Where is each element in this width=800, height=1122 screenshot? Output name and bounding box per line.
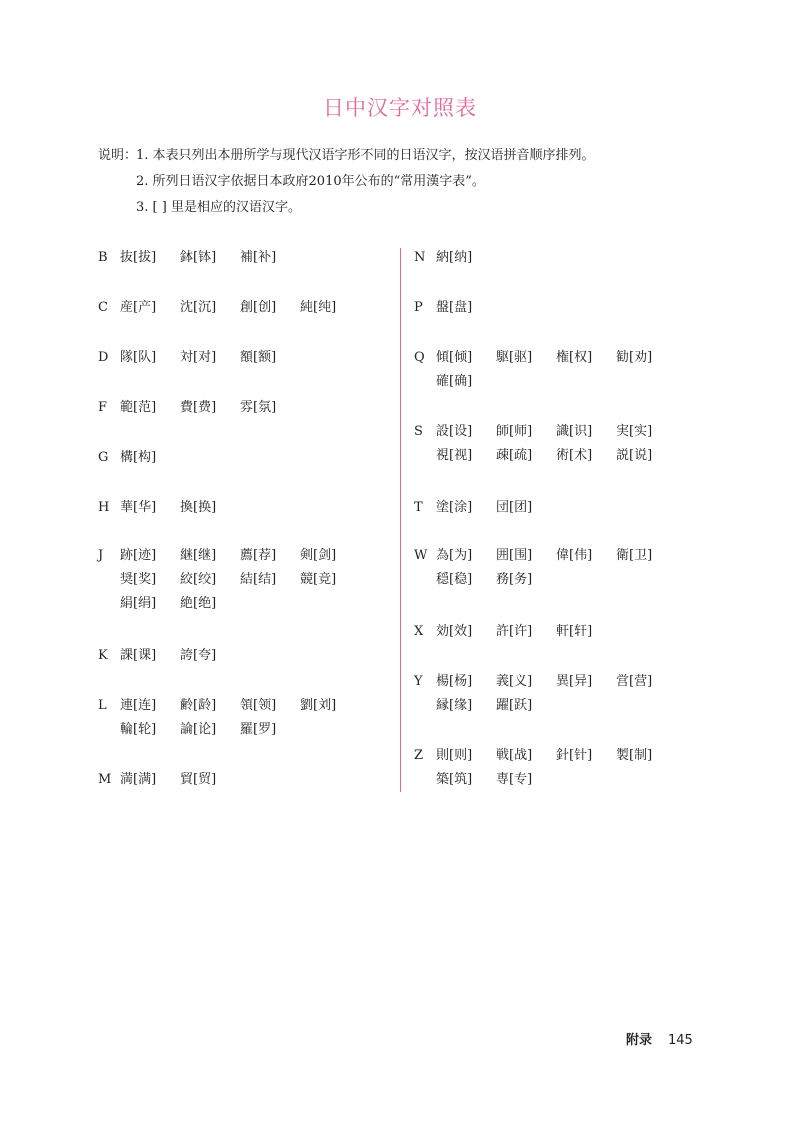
- group-row: [436, 672, 676, 696]
- kanji-pair: 義[义]: [496, 674, 533, 689]
- note-text-2: 2. 所列日语汉字依据日本政府2010年公布的“常用漢字表”。: [136, 174, 485, 189]
- page-number: 145: [668, 1033, 693, 1048]
- group-row: [120, 448, 180, 472]
- group-row: [120, 398, 300, 422]
- kanji-pair: 傾[倾]: [436, 350, 473, 365]
- group-row: [436, 248, 496, 272]
- kanji-pair: 貿[贸]: [180, 772, 217, 787]
- group-row: [120, 298, 360, 322]
- group-letter: Y: [414, 674, 423, 689]
- note-text-3: 3. [ ] 里是相应的汉语汉字。: [136, 200, 301, 215]
- kanji-pair: 絶[绝]: [180, 596, 217, 611]
- kanji-pair: 団[团]: [496, 500, 533, 515]
- kanji-pair: 継[继]: [180, 548, 217, 563]
- kanji-pair: 薦[荐]: [240, 548, 277, 563]
- kanji-pair: 専[专]: [496, 772, 533, 787]
- group-letter: L: [98, 698, 107, 713]
- kanji-pair: 額[额]: [240, 350, 277, 365]
- kanji-pair: 連[连]: [120, 698, 157, 713]
- notes: [98, 146, 595, 224]
- group-letter: K: [98, 648, 108, 663]
- kanji-pair: 羅[罗]: [240, 722, 277, 737]
- kanji-pair: 課[课]: [120, 648, 157, 663]
- kanji-pair: 抜[拔]: [120, 250, 157, 265]
- kanji-pair: 駆[驱]: [496, 350, 533, 365]
- note-line-3: [98, 198, 595, 224]
- kanji-pair: 絞[绞]: [180, 572, 217, 587]
- group-row: [436, 546, 676, 570]
- group-row: [120, 696, 360, 720]
- group-row: [436, 348, 676, 372]
- group-row: [120, 248, 300, 272]
- kanji-pair: 齢[龄]: [180, 698, 217, 713]
- kanji-pair: 華[华]: [120, 500, 157, 515]
- kanji-pair: 構[构]: [120, 450, 157, 465]
- kanji-pair: 衛[卫]: [616, 548, 653, 563]
- group-letter: T: [414, 500, 423, 515]
- kanji-pair: 師[师]: [496, 424, 533, 439]
- kanji-pair: 営[营]: [616, 674, 653, 689]
- group-letter: M: [98, 772, 112, 787]
- page-footer: [626, 1029, 693, 1048]
- group-letter: Q: [414, 350, 425, 365]
- group-letter: J: [98, 548, 104, 563]
- kanji-pair: 設[设]: [436, 424, 473, 439]
- kanji-pair: 疎[疏]: [496, 448, 533, 463]
- page-title: 日中汉字对照表: [323, 96, 477, 120]
- kanji-pair: 創[创]: [240, 300, 277, 315]
- kanji-pair: 塗[涂]: [436, 500, 473, 515]
- kanji-pair: 純[纯]: [300, 300, 337, 315]
- kanji-pair: 費[费]: [180, 400, 217, 415]
- kanji-pair: 説[说]: [616, 448, 653, 463]
- group-letter: N: [414, 250, 426, 265]
- kanji-pair: 輪[轮]: [120, 722, 157, 737]
- kanji-pair: 競[竞]: [300, 572, 337, 587]
- kanji-pair: 視[视]: [436, 448, 473, 463]
- group-row: [120, 570, 360, 594]
- group-letter: B: [98, 250, 108, 265]
- kanji-pair: 範[范]: [120, 400, 157, 415]
- kanji-pair: 産[产]: [120, 300, 157, 315]
- kanji-pair: 為[为]: [436, 548, 473, 563]
- kanji-pair: 囲[围]: [496, 548, 533, 563]
- kanji-pair: 軒[轩]: [556, 624, 593, 639]
- group-letter: S: [414, 424, 423, 439]
- kanji-pair: 針[针]: [556, 748, 593, 763]
- group-row: [436, 746, 676, 770]
- group-row: [120, 348, 300, 372]
- column-divider: [400, 248, 401, 792]
- kanji-pair: 製[制]: [616, 748, 653, 763]
- group-letter: W: [414, 548, 428, 563]
- kanji-pair: 満[满]: [120, 772, 157, 787]
- kanji-pair: 識[识]: [556, 424, 593, 439]
- kanji-pair: 補[补]: [240, 250, 277, 265]
- group-row: [436, 570, 556, 594]
- kanji-pair: 沈[沉]: [180, 300, 217, 315]
- group-letter: H: [98, 500, 110, 515]
- group-row: [436, 422, 676, 446]
- kanji-pair: 絹[绢]: [120, 596, 157, 611]
- group-row: [436, 372, 496, 396]
- note-line-2: [98, 172, 595, 198]
- group-letter: D: [98, 350, 109, 365]
- group-letter: X: [414, 624, 424, 639]
- kanji-pair: 対[对]: [180, 350, 217, 365]
- kanji-pair: 領[领]: [240, 698, 277, 713]
- group-row: [436, 770, 556, 794]
- kanji-pair: 納[纳]: [436, 250, 473, 265]
- kanji-pair: 務[务]: [496, 572, 533, 587]
- group-letter: Z: [414, 748, 424, 763]
- kanji-pair: 楊[杨]: [436, 674, 473, 689]
- kanji-pair: 奨[奖]: [120, 572, 157, 587]
- kanji-pair: 劉[刘]: [300, 698, 337, 713]
- group-row: [436, 498, 556, 522]
- kanji-pair: 確[确]: [436, 374, 473, 389]
- kanji-pair: 剣[剑]: [300, 548, 337, 563]
- group-letter: C: [98, 300, 108, 315]
- kanji-pair: 縁[缘]: [436, 698, 473, 713]
- notes-label: 说明：: [98, 148, 138, 163]
- kanji-pair: 跡[迹]: [120, 548, 157, 563]
- kanji-pair: 異[异]: [556, 674, 593, 689]
- note-text-1: 1. 本表只列出本册所学与现代汉语字形不同的日语汉字，按汉语拼音顺序排列。: [136, 148, 595, 163]
- kanji-pair: 築[筑]: [436, 772, 473, 787]
- group-row: [436, 622, 616, 646]
- footer-section: 附录: [626, 1033, 653, 1048]
- note-line-1: [98, 146, 595, 172]
- kanji-pair: 術[术]: [556, 448, 593, 463]
- kanji-pair: 躍[跃]: [496, 698, 533, 713]
- kanji-pair: 戦[战]: [496, 748, 533, 763]
- kanji-pair: 権[权]: [556, 350, 593, 365]
- kanji-pair: 結[结]: [240, 572, 277, 587]
- kanji-pair: 則[则]: [436, 748, 473, 763]
- kanji-pair: 実[实]: [616, 424, 653, 439]
- kanji-pair: 効[效]: [436, 624, 473, 639]
- kanji-pair: 盤[盘]: [436, 300, 473, 315]
- group-row: [120, 770, 240, 794]
- kanji-pair: 勧[劝]: [616, 350, 653, 365]
- kanji-pair: 論[论]: [180, 722, 217, 737]
- kanji-pair: 許[许]: [496, 624, 533, 639]
- kanji-pair: 鉢[钵]: [180, 250, 217, 265]
- group-row: [436, 446, 676, 470]
- group-row: [436, 696, 556, 720]
- group-row: [120, 546, 360, 570]
- group-row: [436, 298, 496, 322]
- group-letter: G: [98, 450, 109, 465]
- group-letter: F: [98, 400, 108, 415]
- kanji-pair: 誇[夸]: [180, 648, 217, 663]
- group-row: [120, 498, 240, 522]
- group-row: [120, 720, 300, 744]
- group-row: [120, 646, 240, 670]
- kanji-pair: 穏[稳]: [436, 572, 473, 587]
- kanji-pair: 雰[氛]: [240, 400, 277, 415]
- group-letter: P: [414, 300, 423, 315]
- kanji-pair: 隊[队]: [120, 350, 157, 365]
- kanji-pair: 換[换]: [180, 500, 217, 515]
- group-row: [120, 594, 240, 618]
- kanji-pair: 偉[伟]: [556, 548, 593, 563]
